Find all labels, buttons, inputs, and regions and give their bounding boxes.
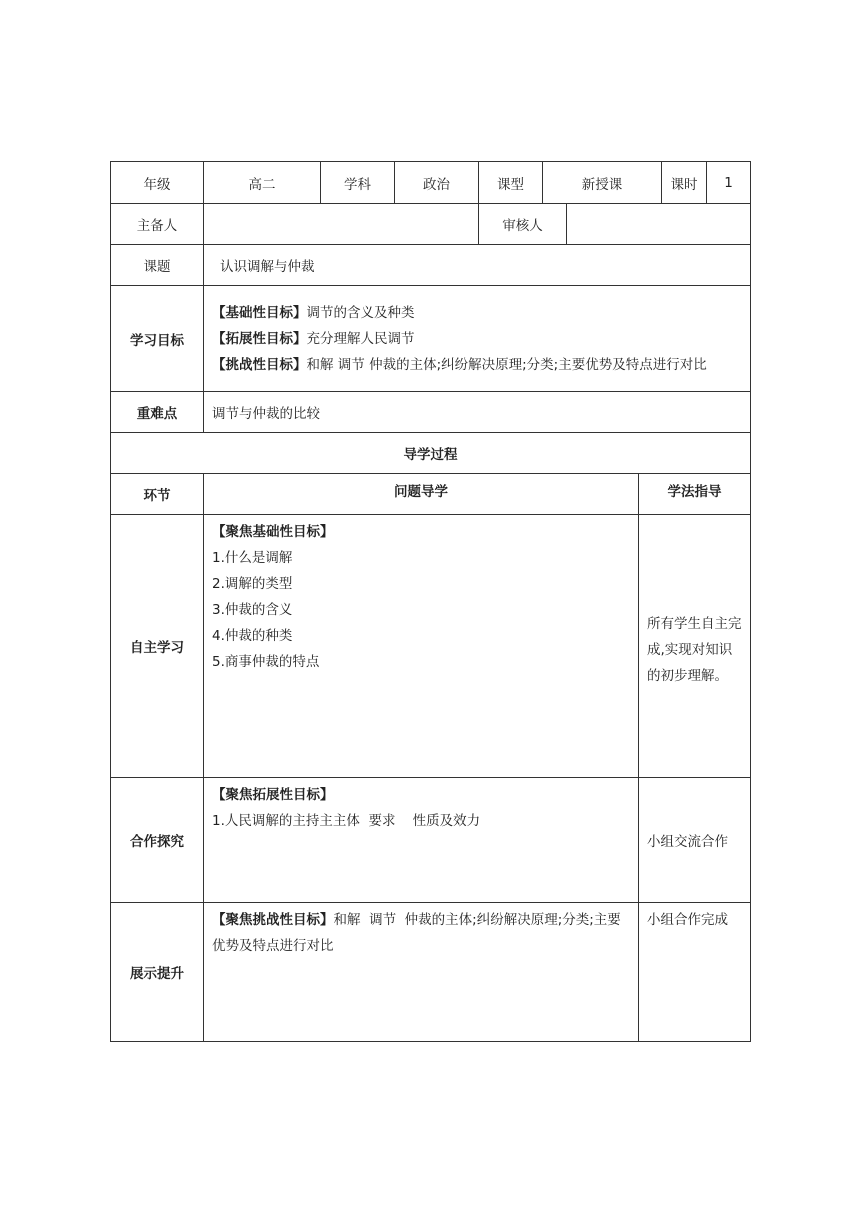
column-header-row [111, 474, 751, 515]
basic-objective [212, 300, 744, 326]
header-row [111, 162, 751, 204]
extended-objective [212, 326, 744, 352]
questions-column-header: 问题导学 [204, 474, 639, 515]
preparer-value [204, 204, 479, 245]
list-item: 1.人民调解的主持主主体 要求 性质及效力 [212, 813, 481, 829]
presentation-tag: 【聚焦挑战性目标】 [212, 912, 334, 928]
lesson-type-label: 课型 [479, 162, 543, 204]
challenge-objective [212, 352, 744, 378]
list-item: 2.调解的类型 [212, 576, 293, 592]
lesson-type-value: 新授课 [543, 162, 662, 204]
topic-row [111, 245, 751, 286]
cooperation-questions [204, 778, 639, 903]
objectives-row [111, 286, 751, 392]
reviewer-value [567, 204, 751, 245]
list-item: 3.仲裁的含义 [212, 602, 293, 618]
self-study-guidance: 所有学生自主完成,实现对知识的初步理解。 [639, 515, 751, 778]
key-points-label: 重难点 [111, 392, 204, 433]
objectives-label: 学习目标 [111, 286, 204, 392]
self-study-row [111, 515, 751, 778]
extended-objective-text: 充分理解人民调节 [306, 330, 415, 347]
key-points-row [111, 392, 751, 433]
stage-column-header: 环节 [111, 474, 204, 515]
grade-value: 高二 [204, 162, 321, 204]
topic-label: 课题 [111, 245, 204, 286]
basic-objective-text: 调节的含义及种类 [306, 304, 415, 321]
presentation-questions [204, 903, 639, 1042]
cooperation-tag: 【聚焦拓展性目标】 [212, 787, 334, 803]
grade-label: 年级 [111, 162, 204, 204]
self-study-stage: 自主学习 [111, 515, 204, 778]
reviewer-label: 审核人 [479, 204, 567, 245]
subject-value: 政治 [395, 162, 479, 204]
topic-value: 认识调解与仲裁 [204, 245, 751, 286]
cooperation-row [111, 778, 751, 903]
self-study-tag: 【聚焦基础性目标】 [212, 524, 334, 540]
guidance-column-header: 学法指导 [639, 474, 751, 515]
presentation-text: 和解 调节 仲裁的主体;纠纷解决原理;分类;主要优势及特点进行对比 [212, 912, 621, 954]
process-title: 导学过程 [111, 433, 751, 474]
challenge-objective-tag: 【挑战性目标】 [212, 356, 307, 373]
hours-value: 1 [707, 162, 751, 204]
cooperation-stage: 合作探究 [111, 778, 204, 903]
list-item: 4.仲裁的种类 [212, 628, 293, 644]
extended-objective-tag: 【拓展性目标】 [212, 330, 307, 347]
hours-label: 课时 [662, 162, 707, 204]
self-study-questions [204, 515, 639, 778]
presentation-guidance: 小组合作完成 [639, 903, 751, 1042]
basic-objective-tag: 【基础性目标】 [212, 304, 307, 321]
preparer-label: 主备人 [111, 204, 204, 245]
cooperation-guidance: 小组交流合作 [639, 778, 751, 903]
presentation-stage: 展示提升 [111, 903, 204, 1042]
subject-label: 学科 [321, 162, 395, 204]
process-title-row [111, 433, 751, 474]
presentation-row [111, 903, 751, 1042]
list-item: 5.商事仲裁的特点 [212, 654, 320, 670]
list-item: 1.什么是调解 [212, 550, 293, 566]
challenge-objective-text: 和解 调节 仲裁的主体;纠纷解决原理;分类;主要优势及特点进行对比 [306, 356, 707, 373]
objectives-content [204, 286, 751, 392]
key-points-value: 调节与仲裁的比较 [204, 392, 751, 433]
preparer-row [111, 204, 751, 245]
lesson-plan-table [110, 161, 751, 1042]
